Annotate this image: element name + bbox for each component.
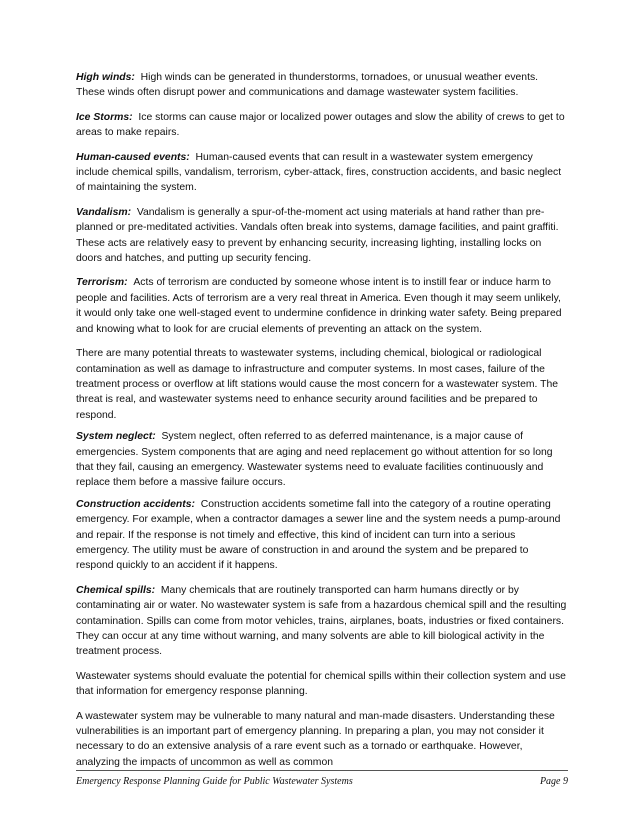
paragraph-text: Human-caused events that can result in a wastewater system emergency include chemical spills, vandalism, terrorism, cyber-attack, fires, construction accidents, and basic neglect of maintaining the system. (76, 151, 562, 194)
paragraph-text: Many chemicals that are routinely transported can harm humans directly or by contaminating air or water. No wastewater system is safe from a hazardous chemical spill and the resulting contamination. Spills can come from motor vehicles, trains, airplanes, boats, industries or fixed containers. They can occur at any time without warning, and many solvents are able to kill biological activity in the treatment process. (76, 584, 567, 658)
page-body (76, 70, 568, 779)
paragraph-vandalism (76, 205, 568, 267)
footer-page-number: Page 9 (539, 776, 568, 787)
paragraph-system-neglect (76, 429, 568, 491)
term-label: Chemical spills: (76, 584, 156, 596)
paragraph-text: Construction accidents sometime fall into the category of a routine operating emergency. For example, when a contractor damages a sewer line and the system needs a pump-around and repair. If the response is not timely and effective, this kind of incident can turn into a serious emergency. The utility must be aware of construction in and around the system and be prepared to respond quickly to an accident if it happens. (76, 498, 561, 572)
footer-divider (76, 770, 568, 771)
paragraph-high-winds (76, 70, 568, 101)
term-label: Human-caused events: (76, 151, 190, 163)
paragraph-text: Acts of terrorism are conducted by someone whose intent is to instill fear or induce harm to people and facilities. Acts of terrorism are a very real threat in America. Even though it may seem unlikely, it would only take one well-staged event to undermine confidence in drinking water safety. Being prepared and knowing what to look for are crucial elements of preventing an attack on the system. (76, 277, 562, 335)
paragraph-ice-storms (76, 110, 568, 141)
paragraph-text: There are many potential threats to wastewater systems, including chemical, biological or radiological contamination as well as damage to infrastructure and computer systems. In most cases, failure of the treatment process or overflow at lift stations would cause the most concern for a wastewater system. The threat is real, and wastewater systems need to enhance security around facilities and be prepared to respond. (76, 348, 559, 421)
paragraph-chemical-spills (76, 583, 568, 660)
paragraph-evaluate-chemical-spills (76, 669, 568, 700)
term-label: System neglect: (76, 431, 156, 443)
paragraph-terrorism (76, 275, 568, 337)
paragraph-text: Ice storms can cause major or localized power outages and slow the ability of crews to get to areas to make repairs. (76, 111, 565, 139)
paragraph-vulnerabilities (76, 709, 568, 771)
footer-document-title: Emergency Response Planning Guide for Public Wastewater Systems (76, 776, 353, 787)
term-label: Terrorism: (76, 277, 128, 289)
term-label: Vandalism: (76, 206, 132, 218)
paragraph-potential-threats (76, 346, 568, 423)
paragraph-human-caused-events (76, 150, 568, 196)
term-label: Construction accidents: (76, 498, 195, 510)
term-label: Ice Storms: (76, 111, 133, 123)
paragraph-text: Wastewater systems should evaluate the potential for chemical spills within their collection system and use that information for emergency response planning. (76, 670, 566, 698)
paragraph-construction-accidents (76, 497, 568, 574)
term-label: High winds: (76, 72, 135, 83)
paragraph-text: High winds can be generated in thunderstorms, tornadoes, or unusual weather events. These winds often disrupt power and communications and damage wastewater system facilities. (76, 72, 539, 99)
paragraph-text: A wastewater system may be vulnerable to many natural and man-made disasters. Understanding these vulnerabilities is an important part of emergency planning. In preparing a plan, you may not consider it necessary to do an extensive analysis of a rare event such as a tornado or earthquake. However, analyzing the impacts of uncommon as well as common (76, 710, 555, 768)
paragraph-text: System neglect, often referred to as deferred maintenance, is a major cause of emergencies. System components that are aging and need replacement go without attention for so long that they fail, causing an emergency. Wastewater systems need to evaluate facilities continuously and replace them before a massive failure occurs. (76, 431, 553, 489)
paragraph-text: Vandalism is generally a spur-of-the-moment act using materials at hand rather than pre-planned or pre-meditated activities. Vandals often break into systems, damage facilities, and paint graffiti. These acts are relatively easy to prevent by enhancing security, increasing lighting, installing locks on doors and hatches, and putting up security fencing. (76, 206, 559, 265)
